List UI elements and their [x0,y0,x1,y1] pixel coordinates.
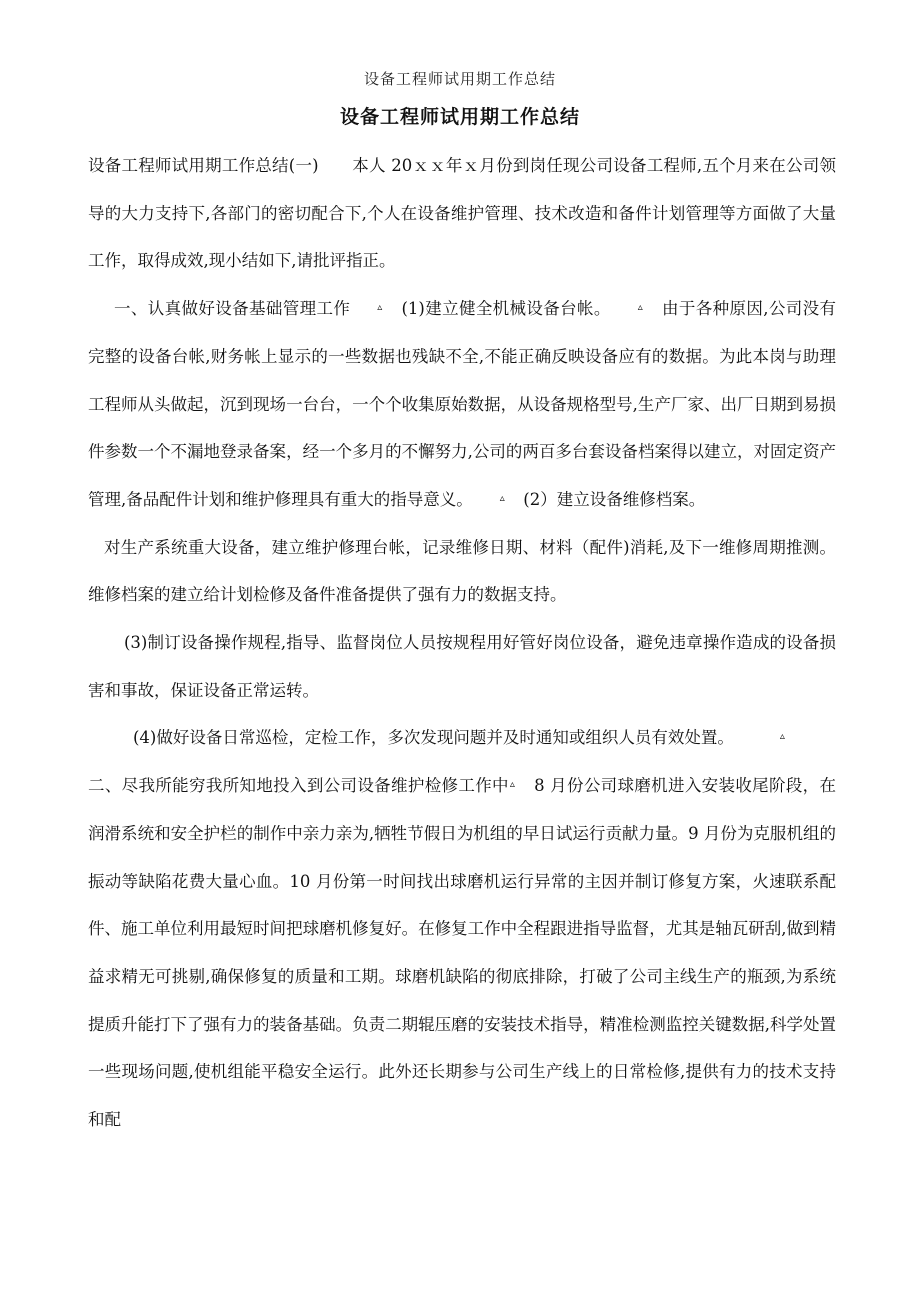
running-header: 设备工程师试用期工作总结 [363,70,556,88]
pilcrow-mark-icon: ▵ [377,302,383,314]
item-one-text: 由于各种原因,公司没有完整的设备台帐,财务帐上显示的一些数据也残缺不全,不能正确反映设备应有的数据。为此本岗与助理工程师从头做起，沉到现场一台台，一个个收集原始数据，从设备规格型号,生产厂家、出厂日期到易损件参数一个不漏地登录备案，经一个多月的不懈努力,公司的两百多台套设备档案得以建立，对固定资产管理,备品配件计划和维护修理具有重大的指导意义。 [88,299,837,509]
document-title: 设备工程师试用期工作总结 [339,106,580,128]
paragraph-intro [88,142,836,285]
paragraph-section-one [88,285,836,524]
pilcrow-mark-icon: ▵ [637,302,643,314]
pilcrow-mark-icon: ▵ [509,779,515,791]
item-one-heading: (1)建立健全机械设备台帐。 [384,299,611,319]
paragraph-item-four [88,714,836,762]
section-two-text: 8 月份公司球磨机进入安装收尾阶段，在润滑系统和安全护栏的制作中亲力亲为,牺牲节假日为机组的早日试运行贡献力量。9 月份为克服机组的振动等缺陷花费大量心血。10 月份第一时间找出球磨机运行异常的主因并制订修复方案，火速联系配件、施工单位利用最短时间把球磨机修复好。在修复工作中全程跟进指导监督，尤其是轴瓦研刮,做到精益求精无可挑剔,确保修复的质量和工期。球磨机缺陷的彻底排除，打破了公司主线生产的瓶颈,为系统提质升能打下了强有力的装备基础。负责二期辊压磨的安装技术指导，精准检测监控关键数据,科学处置一些现场问题,使机组能平稳安全运行。此外还长期参与公司生产线上的日常检修,提供有力的技术支持和配 [88,776,837,1130]
intro-text: 设备工程师试用期工作总结(一) 本人 20ｘｘ年ｘ月份到岗任现公司设备工程师,五个月来在公司领导的大力支持下,各部门的密切配合下,个人在设备维护管理、技术改造和备件计划管理等方面做了大量工作，取得成效,现小结如下,请批评指正。 [88,156,836,271]
item-two-heading: (2）建立设备维修档案。 [506,489,706,509]
section-one-heading: 一、认真做好设备基础管理工作 [114,299,351,319]
pilcrow-mark-icon: ▵ [499,492,505,504]
paragraph-item-three [88,619,836,714]
paragraph-section-two [88,762,836,1144]
maintenance-records-text: 对生产系统重大设备，建立维护修理台帐，记录维修日期、材料（配件)消耗,及下一维修周期推测。维修档案的建立给计划检修及备件准备提供了强有力的数据支持。 [88,537,836,605]
item-four-text: (4)做好设备日常巡检，定检工作，多次发现问题并及时通知或组织人员有效处置。 [133,728,734,748]
paragraph-maintenance-records [88,524,836,619]
pilcrow-mark-icon: ▵ [779,731,785,743]
section-two-heading: 二、尽我所能穷我所知地投入到公司设备维护检修工作中 [88,776,509,796]
document-body [88,142,836,1144]
item-three-text: (3)制订设备操作规程,指导、监督岗位人员按规程用好管好岗位设备，避免违章操作造成的设备损害和事故，保证设备正常运转。 [88,633,836,700]
